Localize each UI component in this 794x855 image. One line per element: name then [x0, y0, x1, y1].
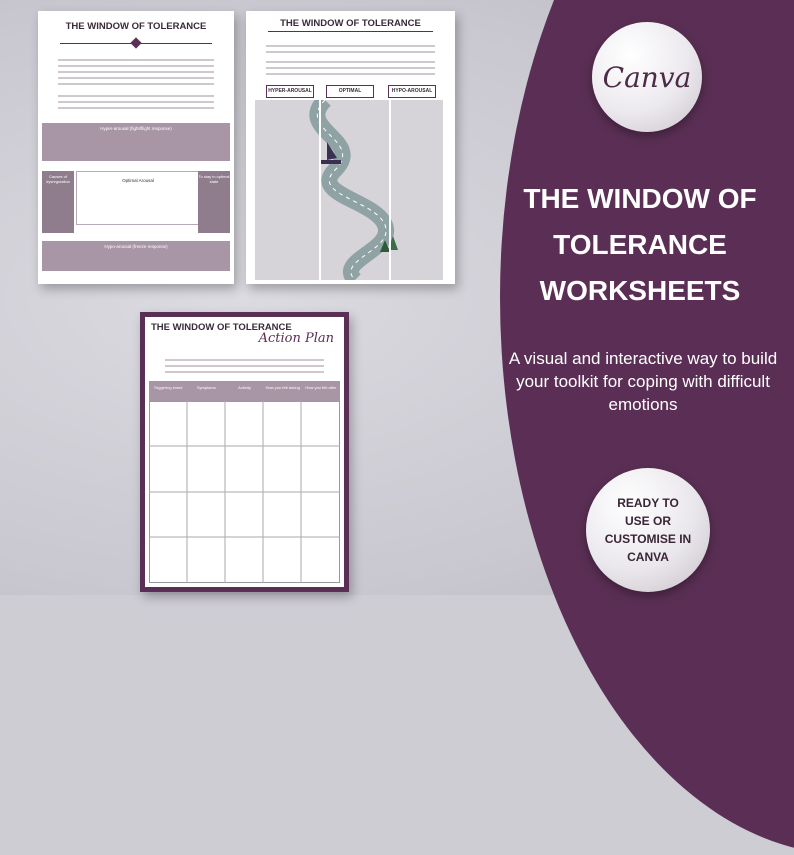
title-divider — [268, 31, 433, 32]
diamond-icon — [130, 37, 141, 48]
causes-box: Causes of dysregulation — [42, 171, 74, 233]
table-header: Triggering event Symptoms Activity How you felt during How you felt after — [149, 381, 340, 401]
stay-optimal-box: To stay in optimal state — [198, 171, 230, 233]
column-header-hypo: HYPO-AROUSAL — [388, 85, 436, 98]
worksheet-2-title: THE WINDOW OF TOLERANCE — [280, 18, 421, 29]
canva-badge — [592, 22, 702, 132]
column-header-optimal: OPTIMAL — [326, 85, 374, 98]
description: A visual and interactive way to build your toolkit for coping with difficult emotions — [508, 349, 778, 414]
headline: THE WINDOW OF TOLERANCE WORKSHEETS — [523, 183, 757, 306]
hypo-arousal-band: Hypo-arousal (freeze response) — [42, 241, 230, 271]
road-svg — [255, 100, 443, 280]
canva-logo: Canva — [602, 60, 692, 94]
worksheet-preview-3 — [140, 312, 349, 592]
worksheet-1-title: THE WINDOW OF TOLERANCE — [65, 21, 207, 32]
worksheet-3-title: THE WINDOW OF TOLERANCE — [151, 322, 292, 333]
worksheet-preview-1 — [38, 11, 234, 284]
river-road-illustration — [255, 100, 443, 280]
optimal-arousal-box: Optimal Arousal — [76, 171, 200, 225]
action-plan-label: Action Plan — [258, 331, 334, 346]
ready-badge: READY TO USE OR CUSTOMISE IN CANVA — [586, 468, 710, 592]
action-plan-grid — [149, 401, 340, 583]
hyper-arousal-band: Hyper-arousal (fight/flight response) — [42, 123, 230, 161]
column-header-hyper: HYPER-AROUSAL — [266, 85, 314, 98]
